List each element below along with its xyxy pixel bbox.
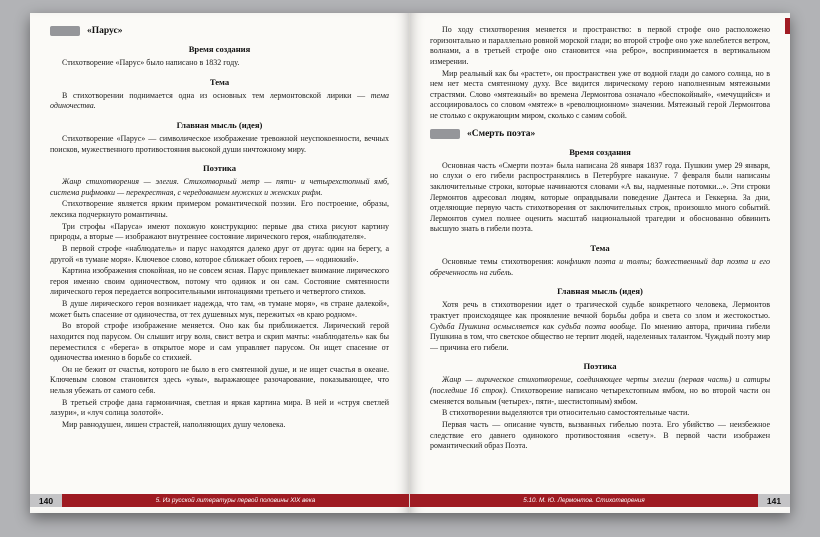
heading-poetika: Поэтика — [583, 361, 617, 372]
paragraph-text: По мнению автора, причина гибели Пушкина в том, что светское общество не терпит людей, наделенных талантом. Чуждый поэту мир — причина его гибели. — [430, 321, 770, 352]
chapter-bar-right: 5.10. М. Ю. Лермонтов. Стихотворения — [410, 494, 758, 507]
parus-title-row — [50, 26, 389, 36]
left-page — [30, 13, 410, 513]
right-page-footer — [410, 494, 790, 507]
paragraph: В душе лирического героя возникает надежда, что там, «в тумане моря», «в стране далекой», может быть спасение от одиночества, от тех душевных мук, пережитых «в краю родном». — [50, 299, 389, 319]
heading-vremya-sozdaniya: Время создания — [569, 146, 631, 157]
paragraph: В третьей строфе дана гармоничная, светлая и яркая картина мира. В ней и «струя светлей лазури», и «луч солнца золотой». — [50, 397, 389, 418]
paragraph: В стихотворении выделяются три относительно самостоятельные части. — [442, 408, 690, 418]
poem-title-smert-poeta: «Смерть поэта» — [467, 128, 536, 139]
right-page — [410, 13, 790, 513]
paragraph-emphasis: Жанр — лирическое стихотворение, соединяющее черты элегии (первая часть) и сатиры (последние 16 строк). — [430, 375, 770, 395]
paragraph: Мир равнодушен, лишен страстей, наполняющих душу человека. — [62, 419, 286, 429]
paragraph: Стихотворение является ярким примером романтической поэзии. Его построение, образы, лексика подчеркнуто романтичны. — [50, 199, 389, 219]
paragraph: Картина изображения спокойная, но не совсем ясная. Парус привлекает внимание лирического героя именно своим одиночеством, потому что одинок и он сам. Состояние смятенности лирического героя передается вопросительными интонациями третьего и четвертого стихов. — [50, 266, 389, 297]
paragraph: Мир реальный как бы «растет», он пространствен уже от водной глади до самого солнца, но в нем нет места смятенному духу. Все видится лирическому герою наполненным мятежными страстями. Слово «мятежный» во времена Лермонтова означало «беспокойный», «мечущийся» и ассоциировалось со словом «мятеж» в «революционном» значении. Мятежный герой Лермонтова не столько с окружающим миром, сколько с самим собой. — [430, 68, 770, 120]
heading-poetika: Поэтика — [202, 163, 237, 174]
page-edge-mark — [785, 18, 790, 34]
section-tab-marker — [430, 129, 460, 139]
paragraph-text: Основные темы стихотворения: — [442, 257, 558, 266]
left-page-content — [50, 25, 389, 489]
heading-glavnaya-mysl: Главная мысль (идея) — [176, 119, 263, 130]
paragraph: Стихотворение «Парус» было написано в 1832 году. — [62, 58, 240, 67]
paragraph-text: Хотя речь в стихотворении идет о трагической судьбе конкретного человека, Лермонтов трактует происходящее как проявление вечной борьбы добра и света со злом и жестокостью. — [430, 300, 770, 320]
paragraph: По ходу стихотворения меняется и пространство: в первой строфе оно расположено горизонтально и параллельно ровной морской глади; во второй строфе оно уже колеблется ветром, волнами, а в третьей строфе оно становится «на ребро», воспринимается в вертикальном измерении. — [430, 25, 770, 66]
section-tab-marker — [50, 26, 80, 36]
paragraph-genre — [430, 375, 770, 407]
book-spread — [30, 13, 790, 513]
paragraph-text: Стихотворение написано четырехстопным ямбом, но во второй части он сменяется вольным (четырех-, пяти-, шестистопным) ямбом. — [430, 386, 770, 406]
poem-title-parus: «Парус» — [87, 26, 123, 36]
heading-glavnaya-mysl: Главная мысль (идея) — [557, 286, 643, 297]
chapter-bar-left: 5. Из русской литературы первой половины XIX века — [62, 494, 409, 507]
right-page-content — [430, 25, 770, 489]
paragraph — [430, 300, 770, 353]
paragraph: Он не бежит от счастья, которого не было в его смятенной душе, и не ищет счастья в океане. Ключевым словом становится здесь «увы», выражающее разочарование, показывающее, что нельзя убежать от самого себя. — [50, 364, 389, 395]
paragraph: Стихотворение «Парус» — символическое изображение тревожной неуспокоенности, вечных поисков, мужественного противостояния высокой души ничтожному миру. — [50, 133, 389, 154]
page-number-141: 141 — [758, 494, 790, 507]
heading-vremya-sozdaniya: Время создания — [188, 44, 251, 54]
paragraph: В первой строфе «наблюдатель» и парус находятся далеко друг от друга: один на берегу, а другой «в тумане моря». Ключевое слово, которое сближает обоих героев, — «одинокий». — [50, 243, 389, 264]
paragraph-emphasis: тема одиночества. — [50, 90, 389, 111]
paragraph: Во второй строфе изображение меняется. Оно как бы приближается. Лирический герой находится под парусом. Он слышит игру волн, свист ветра и скрип мачты: «наблюдатель» как бы переместился с «берега» в открытое море и сам управляет парусом. Он ищет спасение от одиночества именно в борьбе со стихией. — [50, 321, 389, 363]
paragraph-emphasis: конфликт поэта и толпы; божественный дар поэта и его обреченность на гибель. — [430, 257, 770, 277]
paragraph-genre: Жанр стихотворения — элегия. Стихотворный метр — пяти- и четырехстопный ямб, система рифмовки — перекрестная, с чередованием мужских и женских рифм. — [50, 177, 389, 197]
page-number-140: 140 — [30, 494, 62, 507]
heading-tema: Тема — [590, 243, 610, 253]
smert-poeta-title-row — [430, 129, 770, 139]
paragraph: Первая часть — описание чувств, вызванных гибелью поэта. Его убийство — неизбежное следствие его давнего одинокого противостояния «свету». В первой части изображен романтический образ Поэта. — [430, 419, 770, 451]
left-page-footer — [30, 494, 409, 507]
paragraph: Три строфы «Паруса» имеют похожую конструкцию: первые два стиха рисуют картину природы, а вторые — изображают внутреннее состояние лирического героя, «наблюдателя». — [50, 221, 389, 242]
paragraph: Основная часть «Смерти поэта» была написана 28 января 1837 года. Пушкин умер 29 января, но слухи о его гибели распространялись в Петербурге накануне. 7 февраля были написаны заключительные строки, которые начинаются словами «А вы, надменные потомки...». Эти строки Лермонтов адресовал людям, которые оправдывали поведение Дантеса и Геккерна. За дни, отделяющие первую часть стихотворения от заключительных строк, произошло много событий. Лермонтов сумел полнее оценить масштаб национальной трагедии и обоснованно обвинить высшую знать в гибели поэта. — [430, 160, 770, 234]
paragraph-text: В стихотворении поднимается одна из основных тем лермонтовской лирики — — [62, 90, 371, 100]
paragraph — [430, 257, 770, 278]
heading-tema: Тема — [209, 76, 230, 87]
paragraph-emphasis: Судьба Пушкина осмысляется как судьба поэта вообще. — [430, 321, 637, 331]
paragraph — [50, 91, 389, 112]
